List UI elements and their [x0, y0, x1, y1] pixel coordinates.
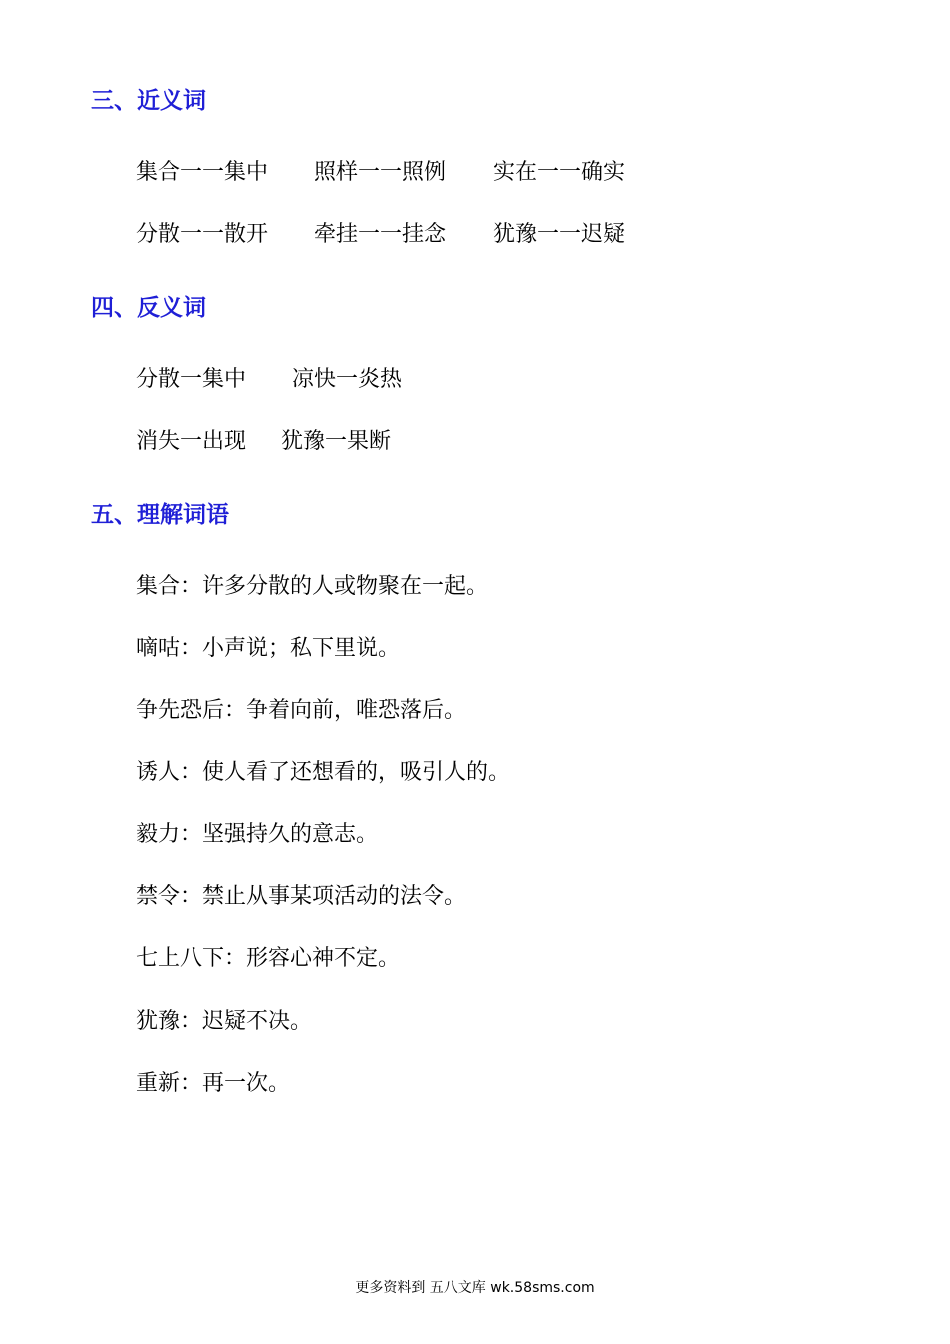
section-title-definitions: 五、理解词语 — [91, 502, 229, 528]
synonym-pair: 实在一一确实 — [493, 160, 626, 185]
section-title-synonyms: 三、近义词 — [91, 88, 206, 114]
synonym-pair: 照样一一照例 — [314, 160, 447, 185]
synonym-pair: 犹豫一一迟疑 — [493, 222, 626, 247]
antonym-pair: 凉快一炎热 — [292, 367, 403, 392]
definition-item: 犹豫：迟疑不决。 — [136, 1009, 313, 1034]
section-title-antonyms: 四、反义词 — [91, 295, 206, 321]
antonym-pair: 犹豫一果断 — [281, 429, 392, 454]
footer-source-link[interactable]: 更多资料到 五八文库 wk.58sms.com — [355, 1280, 595, 1296]
antonym-pair: 分散一集中 — [136, 367, 247, 392]
definition-item: 七上八下：形容心神不定。 — [136, 946, 401, 971]
definition-item: 集合：许多分散的人或物聚在一起。 — [136, 574, 489, 599]
definition-item: 争先恐后：争着向前，唯恐落后。 — [136, 698, 467, 723]
definition-item: 毅力：坚强持久的意志。 — [136, 822, 379, 847]
definition-item: 诱人：使人看了还想看的，吸引人的。 — [136, 760, 511, 785]
definition-item: 禁令：禁止从事某项活动的法令。 — [136, 884, 467, 909]
definition-item: 嘀咕：小声说；私下里说。 — [136, 636, 401, 661]
antonym-pair: 消失一出现 — [136, 429, 247, 454]
synonym-pair: 牵挂一一挂念 — [314, 222, 447, 247]
definition-item: 重新：再一次。 — [136, 1071, 291, 1096]
synonym-pair: 分散一一散开 — [136, 222, 269, 247]
synonym-pair: 集合一一集中 — [136, 160, 269, 185]
